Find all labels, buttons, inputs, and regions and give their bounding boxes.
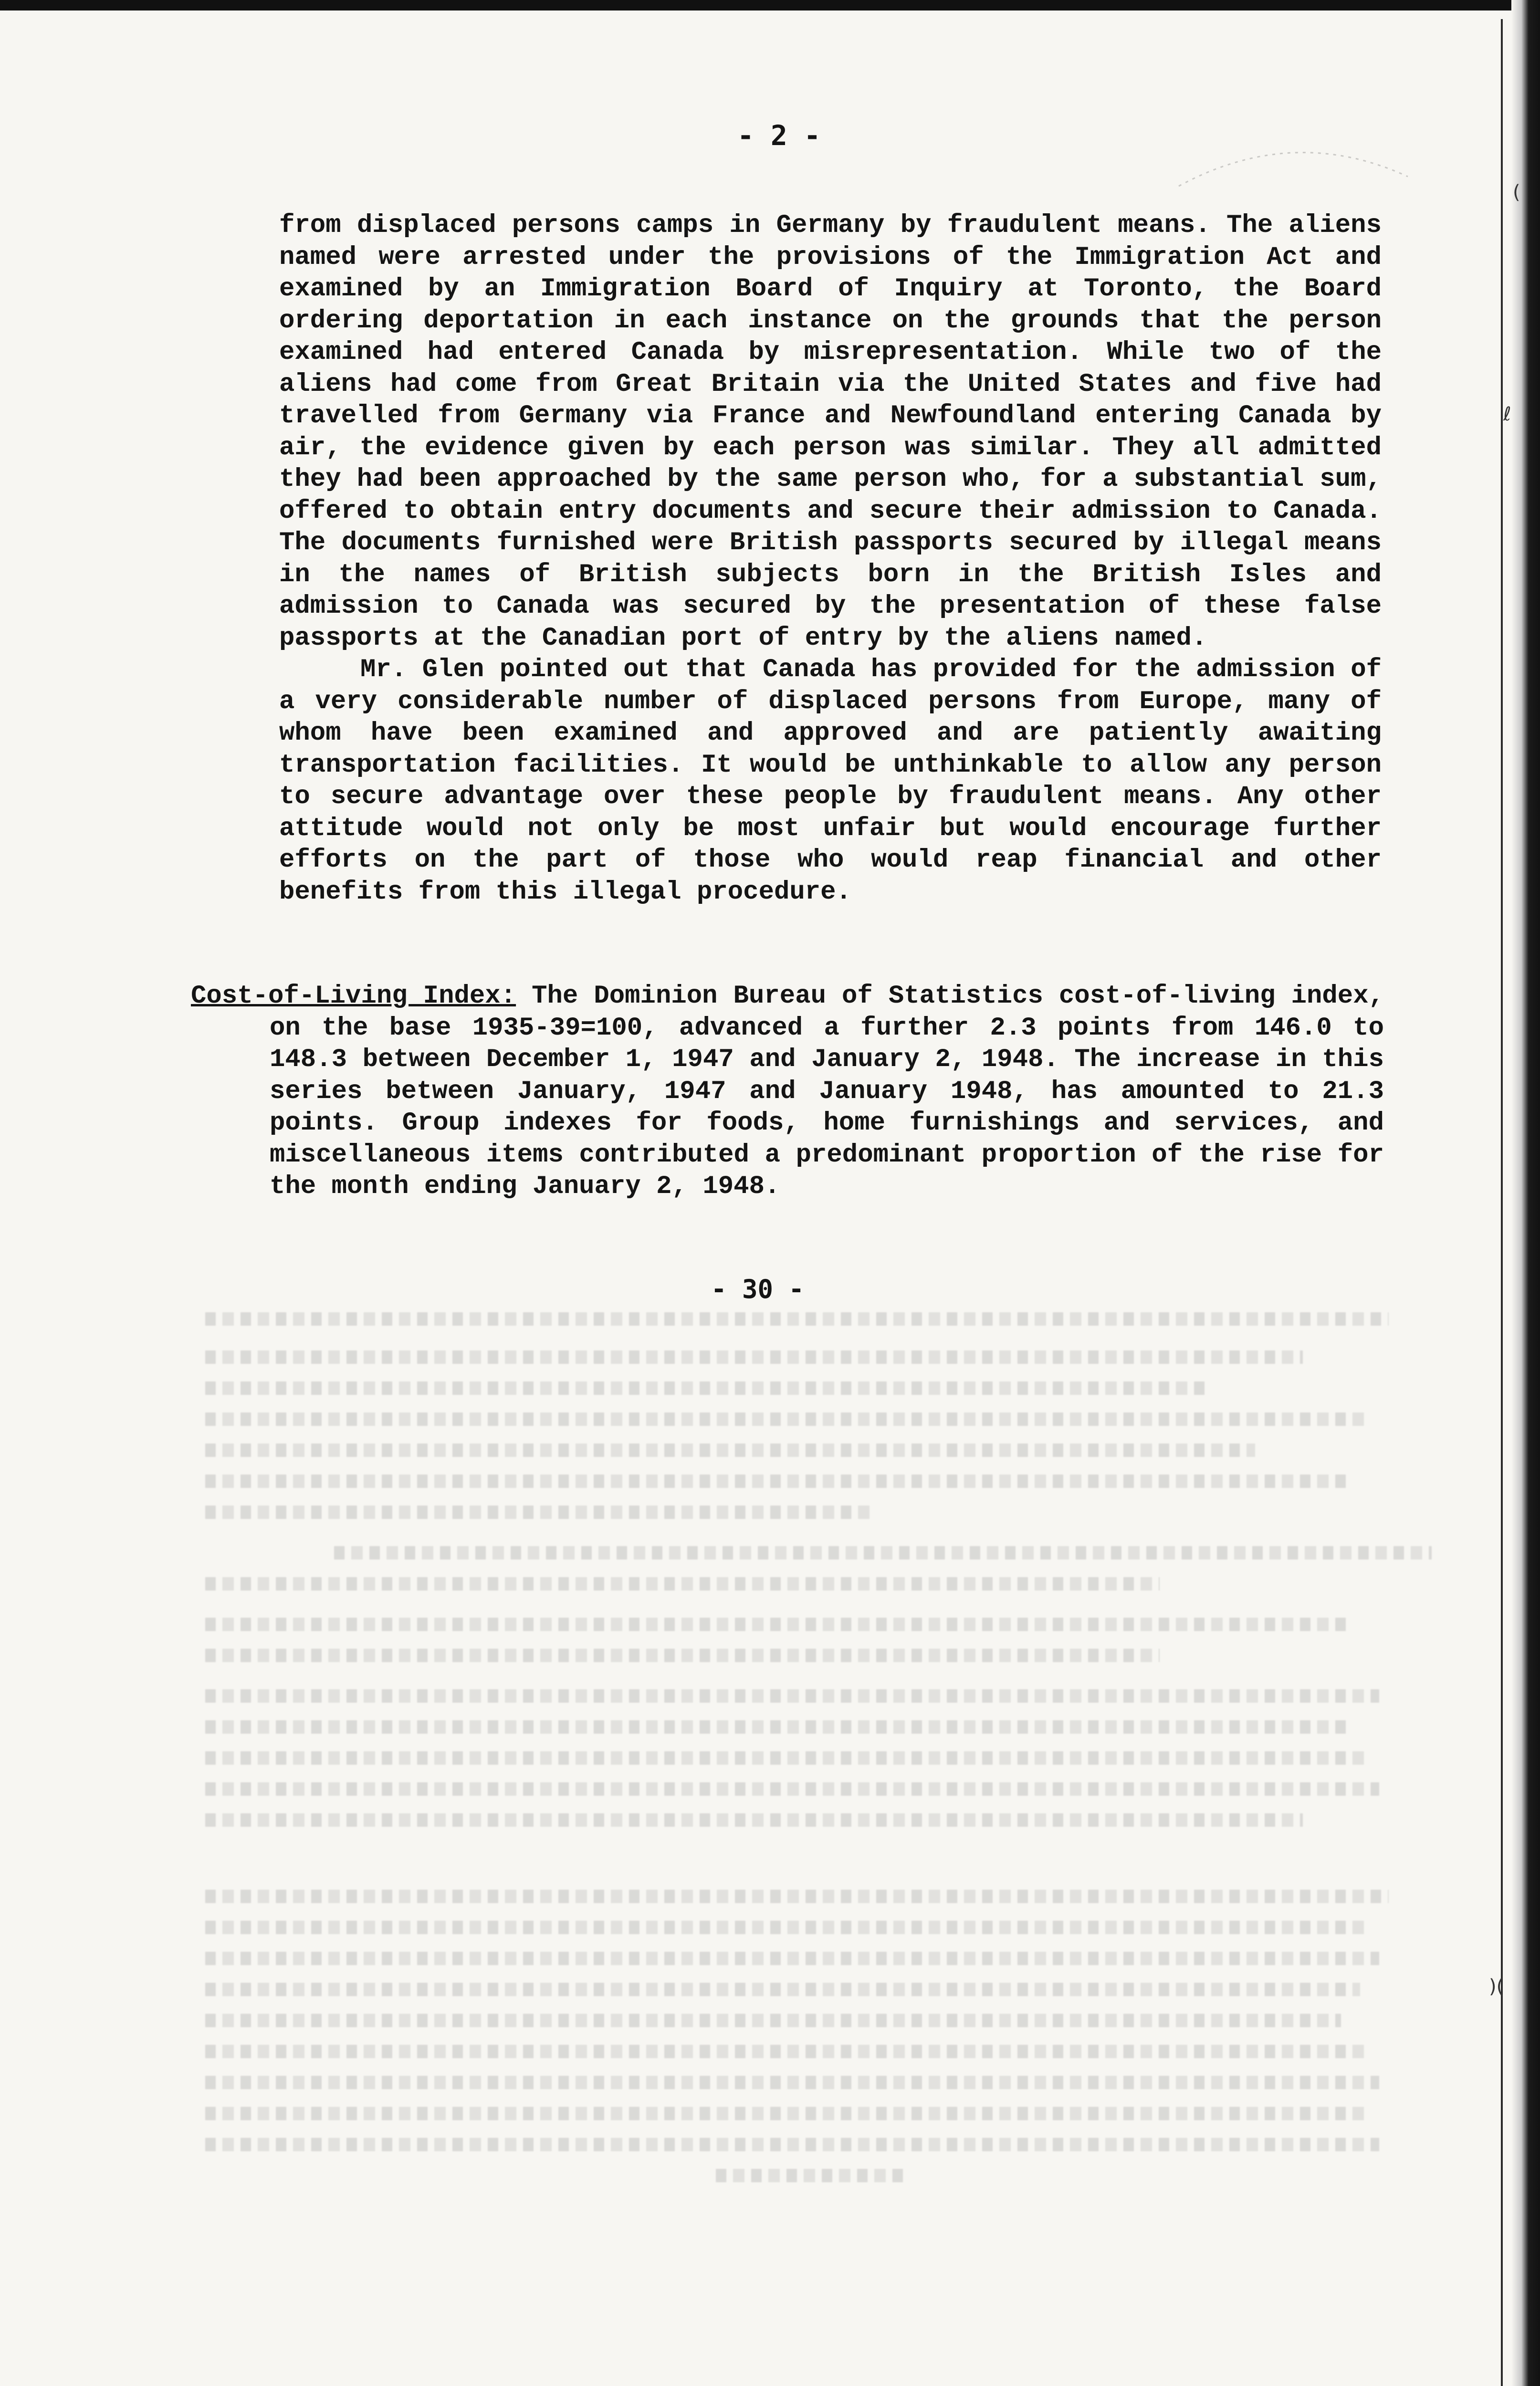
bleed-through-line — [205, 2138, 1379, 2151]
faint-stamp-mark — [1169, 134, 1417, 200]
bleed-through-line — [205, 1983, 1360, 1996]
bleed-through-line — [205, 2014, 1341, 2027]
bleed-through-line — [205, 1782, 1379, 1796]
body-paragraph-1: from displaced persons camps in Germany by fraudulent means. The aliens named were arrested under the provisions of the Immigration Act and examined by an Immigration Board of Inquiry at Toronto, the Board ordering deportation in each instance on the grounds that the person examined had entered Canada by misrepresentation. While two of the aliens had come from Great Britain via the United States and five had travelled from Germany via France and Newfoundland entering Canada by air, the evidence given by each person was similar. They all admitted they had been approached by the same person who, for a substantial sum, offered to obtain entry documents and secure their admission to Canada. The documents furnished were British passports secured by illegal means in the names of British subjects born in the British Isles and admission to Canada was secured by the presentation of these false passports at the Canadian port of entry by the aliens named. — [279, 211, 1382, 653]
bleed-through-line — [205, 1413, 1370, 1426]
bleed-through-line — [205, 1444, 1255, 1457]
bleed-through-line — [205, 1921, 1370, 1934]
page-number-top: - 2 - — [737, 119, 821, 152]
bleed-through-line — [205, 1751, 1370, 1765]
body-text — [279, 210, 1382, 908]
bleed-through-line — [716, 2169, 907, 2182]
cost-of-living-section — [191, 981, 1384, 1203]
margin-mark: )( — [1489, 1976, 1504, 1998]
bleed-through-line — [205, 2107, 1370, 2120]
margin-mark: ℓ — [1503, 403, 1511, 425]
bleed-through-line — [205, 1649, 1160, 1662]
section-heading: Cost-of-Living Index: — [191, 982, 516, 1011]
bleed-through-line — [205, 2045, 1370, 2058]
scan-top-edge — [0, 0, 1540, 10]
bleed-through-line — [205, 1475, 1351, 1488]
bleed-through-line — [205, 1506, 873, 1519]
scan-right-rule — [1501, 19, 1503, 2386]
body-paragraph-2: Mr. Glen pointed out that Canada has provided for the admission of a very considerable number of displaced persons from Europe, many of whom have been examined and approved and are patiently awaiting transportation facilities. It would be unthinkable to allow any person to secure advantage over these people by fraudulent means. Any other attitude would not only be most unfair but would encourage further efforts on the part of those who would reap financial and other benefits from this illegal procedure. — [279, 655, 1382, 907]
bleed-through-line — [205, 1689, 1379, 1703]
bleed-through-line — [205, 1381, 1207, 1395]
bleed-through-line — [205, 1312, 1389, 1326]
bleed-through-line — [205, 1577, 1160, 1591]
bleed-through-line — [334, 1546, 1432, 1559]
bleed-through-line — [205, 1350, 1303, 1364]
bleed-through-line — [205, 1720, 1351, 1734]
bleed-through-line — [205, 2076, 1379, 2089]
page-number-bottom: - 30 - — [711, 1274, 805, 1304]
bleed-through-line — [205, 1952, 1379, 1965]
bleed-through-line — [205, 1618, 1351, 1631]
section-text: The Dominion Bureau of Statistics cost-of-living index, on the base 1935-39=100, advanced a further 2.3 points from 146.0 to 148.3 between December 1, 1947 and January 2, 1948. The increase in this series between January, 1947 and January 1948, has amounted to 21.3 points. Group indexes for foods, home furnishings and services, and miscellaneous items contributed a predominant proportion of the rise for the month ending January 2, 1948. — [270, 982, 1384, 1201]
scan-right-edge — [1511, 0, 1540, 2386]
bleed-through-line — [205, 1890, 1389, 1903]
section-paragraph — [191, 981, 1384, 1203]
bleed-through-line — [205, 1813, 1303, 1827]
margin-mark: ( — [1513, 181, 1520, 203]
